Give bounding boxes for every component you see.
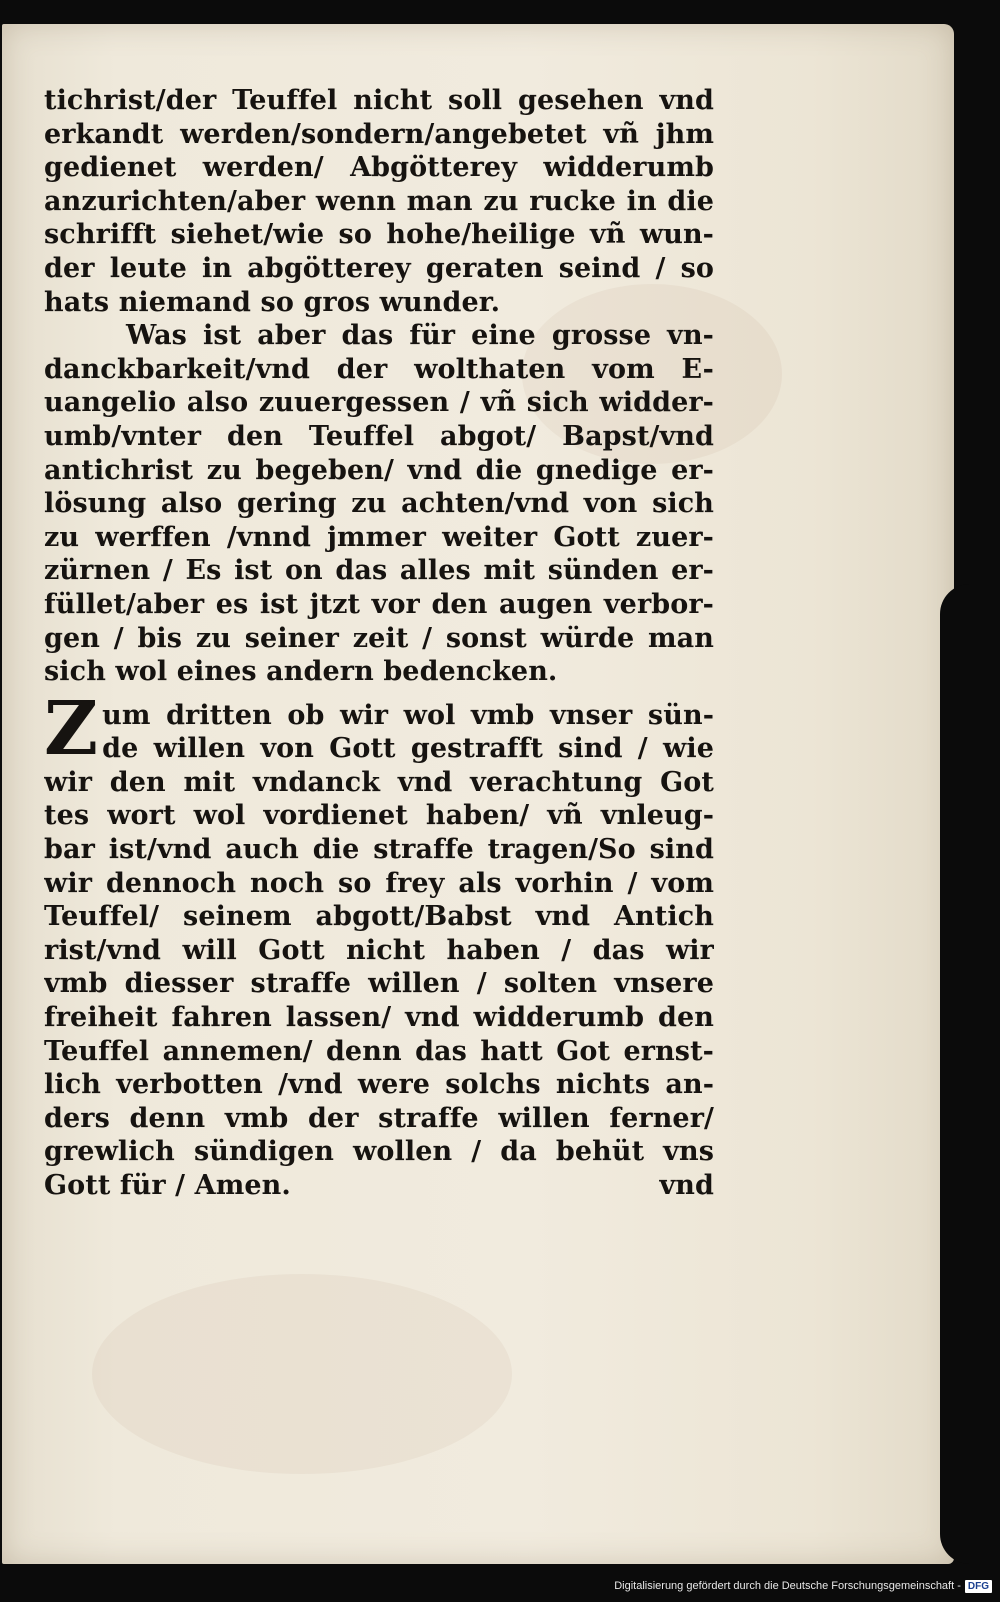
page-text: [44, 84, 714, 1203]
digitization-footer: [0, 1574, 1000, 1598]
text-line: de willen von Gott gestrafft sind / wie: [102, 733, 714, 765]
text-line: erkandt werden/sondern/angebetet vñ jhm: [44, 118, 714, 150]
torn-page-edge: [940, 584, 980, 1564]
text-line: zu werffen /vnnd jmmer weiter Gott zuer-: [44, 521, 714, 553]
text-line: gedienet werden/ Abgötterey widderumb: [44, 152, 714, 184]
text-line: ders denn vmb der straffe willen ferner/: [44, 1102, 714, 1134]
text-line: um dritten ob wir wol vmb vnser sün-: [102, 699, 714, 731]
text-line: sich wol eines andern bedencken.: [44, 656, 558, 688]
closing-text: Gott für / Amen.: [44, 1170, 291, 1201]
text-line: tes wort wol vordienet haben/ vñ vnleug-: [44, 800, 714, 832]
text-line: wir den mit vndanck vnd verachtung Got: [44, 766, 714, 798]
text-line: danckbarkeit/vnd der wolthaten vom E-: [44, 353, 714, 385]
paragraph-gap: [44, 689, 714, 699]
text-line: gen / bis zu seiner zeit / sonst würde man: [44, 622, 714, 654]
text-line: Teuffel annemen/ denn das hatt Got ernst-: [44, 1035, 714, 1067]
text-line: tichrist/der Teuffel nicht soll gesehen vnd: [44, 85, 714, 116]
text-line: lösung also gering zu achten/vnd von sich: [44, 488, 714, 520]
text-line: antichrist zu begeben/ vnd die gnedige er-: [44, 454, 714, 486]
text-line: grewlich sündigen wollen / da behüt vns: [44, 1136, 714, 1168]
text-line: zürnen / Es ist on das alles mit sünden er-: [44, 555, 714, 587]
text-line: vmb diesser straffe willen / solten vnsere: [44, 968, 714, 1000]
paragraph-first-line: Was ist aber das für eine grosse vn-: [126, 320, 714, 352]
paper-stain: [92, 1274, 512, 1474]
dfg-logo: DFG: [965, 1580, 992, 1593]
text-line: wir dennoch noch so frey als vorhin / vom: [44, 867, 714, 899]
dropcap-lines: [102, 699, 714, 766]
initial-letter: Z: [44, 685, 99, 772]
text-line: hats niemand so gros wunder.: [44, 286, 501, 318]
text-line: schrifft siehet/wie so hohe/heilige vñ wun-: [44, 219, 714, 251]
catchword: vnd: [659, 1170, 714, 1201]
text-line: anzurichten/aber wenn man zu rucke in die: [44, 185, 714, 217]
text-line: füllet/aber es ist jtzt vor den augen verbor-: [44, 588, 714, 620]
text-line: bar ist/vnd auch die straffe tragen/So sind: [44, 834, 714, 866]
text-line: Teuffel/ seinem abgott/Babst vnd Antich: [44, 901, 714, 933]
dropcap-paragraph-start: [44, 685, 714, 772]
text-line: freiheit fahren lassen/ vnd widderumb den: [44, 1002, 714, 1034]
text-line: umb/vnter den Teuffel abgot/ Bapst/vnd: [44, 420, 714, 452]
funding-credit: Digitalisierung gefördert durch die Deutsche Forschungsgemeinschaft -: [614, 1580, 961, 1592]
text-line: uangelio also zuuergessen / vñ sich widder-: [44, 387, 714, 419]
text-line: lich verbotten /vnd were solchs nichts an-: [44, 1069, 714, 1101]
text-line: rist/vnd will Gott nicht haben / das wir: [44, 934, 714, 966]
last-line: [44, 1169, 714, 1203]
text-line: der leute in abgötterey geraten seind / so: [44, 252, 714, 284]
